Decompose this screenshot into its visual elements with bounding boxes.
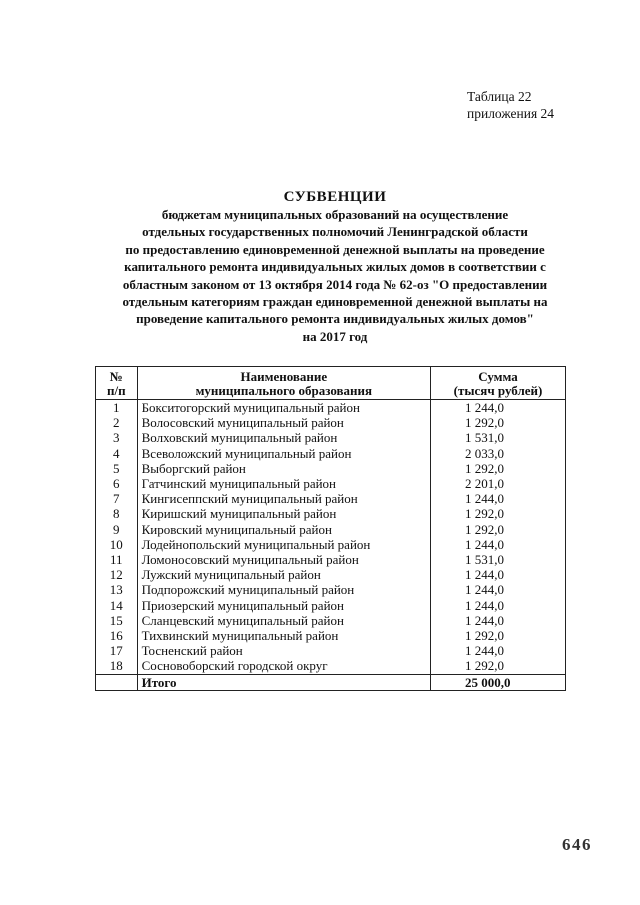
appendix-reference [467, 88, 554, 122]
row-number: 18 [96, 658, 138, 674]
heading-line: капитального ремонта индивидуальных жилых домов в соответствии с [124, 259, 546, 275]
amount: 1 244,0 [431, 537, 566, 552]
row-number: 3 [96, 430, 138, 445]
municipality-name: Выборгский район [137, 461, 430, 476]
row-number: 10 [96, 537, 138, 552]
amount: 1 292,0 [431, 522, 566, 537]
municipality-name: Тосненский район [137, 643, 430, 658]
table-number: Таблица 22 [467, 89, 532, 104]
amount: 2 033,0 [431, 446, 566, 461]
municipality-name: Волосовский муниципальный район [137, 415, 430, 430]
row-number: 4 [96, 446, 138, 461]
table-row [96, 522, 566, 537]
table-row [96, 506, 566, 521]
amount: 1 292,0 [431, 461, 566, 476]
table-row [96, 430, 566, 445]
appendix-number: приложения 24 [467, 106, 555, 121]
table-row [96, 476, 566, 491]
municipality-name: Всеволожский муниципальный район [137, 446, 430, 461]
municipality-name: Кировский муниципальный район [137, 522, 430, 537]
document-title: СУБВЕНЦИИ [283, 189, 387, 205]
table-row [96, 446, 566, 461]
column-header-sum: Сумма (тысяч рублей) [431, 367, 566, 400]
table-row [96, 461, 566, 476]
total-amount: 25 000,0 [431, 674, 566, 690]
municipality-name: Кингисеппский муниципальный район [137, 491, 430, 506]
amount: 1 244,0 [431, 582, 566, 597]
municipality-name: Подпорожский муниципальный район [137, 582, 430, 597]
amount: 1 292,0 [431, 415, 566, 430]
table-row [96, 598, 566, 613]
row-number: 6 [96, 476, 138, 491]
row-number: 17 [96, 643, 138, 658]
document-heading [80, 188, 590, 345]
table-row [96, 537, 566, 552]
column-header-number: № п/п [96, 367, 138, 400]
row-number: 11 [96, 552, 138, 567]
municipality-name: Тихвинский муниципальный район [137, 628, 430, 643]
municipality-name: Лужский муниципальный район [137, 567, 430, 582]
table-header-row [96, 367, 566, 400]
amount: 1 244,0 [431, 567, 566, 582]
heading-line: на 2017 год [302, 328, 368, 344]
municipality-name: Гатчинский муниципальный район [137, 476, 430, 491]
table-row [96, 613, 566, 628]
municipality-name: Волховский муниципальный район [137, 430, 430, 445]
heading-line: отдельных государственных полномочий Ленинградской области [142, 224, 528, 240]
table-row [96, 567, 566, 582]
row-number: 12 [96, 567, 138, 582]
table-row [96, 582, 566, 597]
table-row [96, 628, 566, 643]
amount: 1 531,0 [431, 552, 566, 567]
heading-line: по предоставлению единовременной денежной выплаты на проведение [125, 241, 545, 257]
amount: 1 292,0 [431, 658, 566, 674]
heading-line: проведение капитального ремонта индивидуальных жилых домов" [136, 311, 534, 327]
row-number: 16 [96, 628, 138, 643]
column-header-name: Наименование муниципального образования [137, 367, 430, 400]
table-row [96, 643, 566, 658]
amount: 1 244,0 [431, 598, 566, 613]
row-number: 2 [96, 415, 138, 430]
total-number-cell [96, 674, 138, 690]
table-row [96, 491, 566, 506]
row-number: 13 [96, 582, 138, 597]
amount: 1 244,0 [431, 491, 566, 506]
heading-line: отдельным категориям граждан единовременной денежной выплаты на [122, 294, 548, 310]
amount: 1 292,0 [431, 506, 566, 521]
municipality-name: Сланцевский муниципальный район [137, 613, 430, 628]
row-number: 9 [96, 522, 138, 537]
municipality-name: Ломоносовский муниципальный район [137, 552, 430, 567]
total-label: Итого [137, 674, 430, 690]
amount: 1 292,0 [431, 628, 566, 643]
subventions-table [95, 366, 566, 691]
row-number: 1 [96, 400, 138, 416]
heading-line: областным законом от 13 октября 2014 года № 62-оз "О предоставлении [122, 276, 548, 292]
heading-line: бюджетам муниципальных образований на осуществление [161, 207, 509, 222]
table-row [96, 400, 566, 416]
municipality-name: Бокситогорский муниципальный район [137, 400, 430, 416]
municipality-name: Лодейнопольский муниципальный район [137, 537, 430, 552]
amount: 1 244,0 [431, 643, 566, 658]
row-number: 14 [96, 598, 138, 613]
row-number: 7 [96, 491, 138, 506]
row-number: 8 [96, 506, 138, 521]
table-row [96, 415, 566, 430]
page-number: 646 [562, 835, 592, 854]
amount: 2 201,0 [431, 476, 566, 491]
total-row [96, 674, 566, 690]
table-row [96, 658, 566, 674]
municipality-name: Приозерский муниципальный район [137, 598, 430, 613]
amount: 1 244,0 [431, 400, 566, 416]
table-row [96, 552, 566, 567]
amount: 1 531,0 [431, 430, 566, 445]
municipality-name: Киришский муниципальный район [137, 506, 430, 521]
amount: 1 244,0 [431, 613, 566, 628]
row-number: 5 [96, 461, 138, 476]
row-number: 15 [96, 613, 138, 628]
municipality-name: Сосновоборский городской округ [137, 658, 430, 674]
